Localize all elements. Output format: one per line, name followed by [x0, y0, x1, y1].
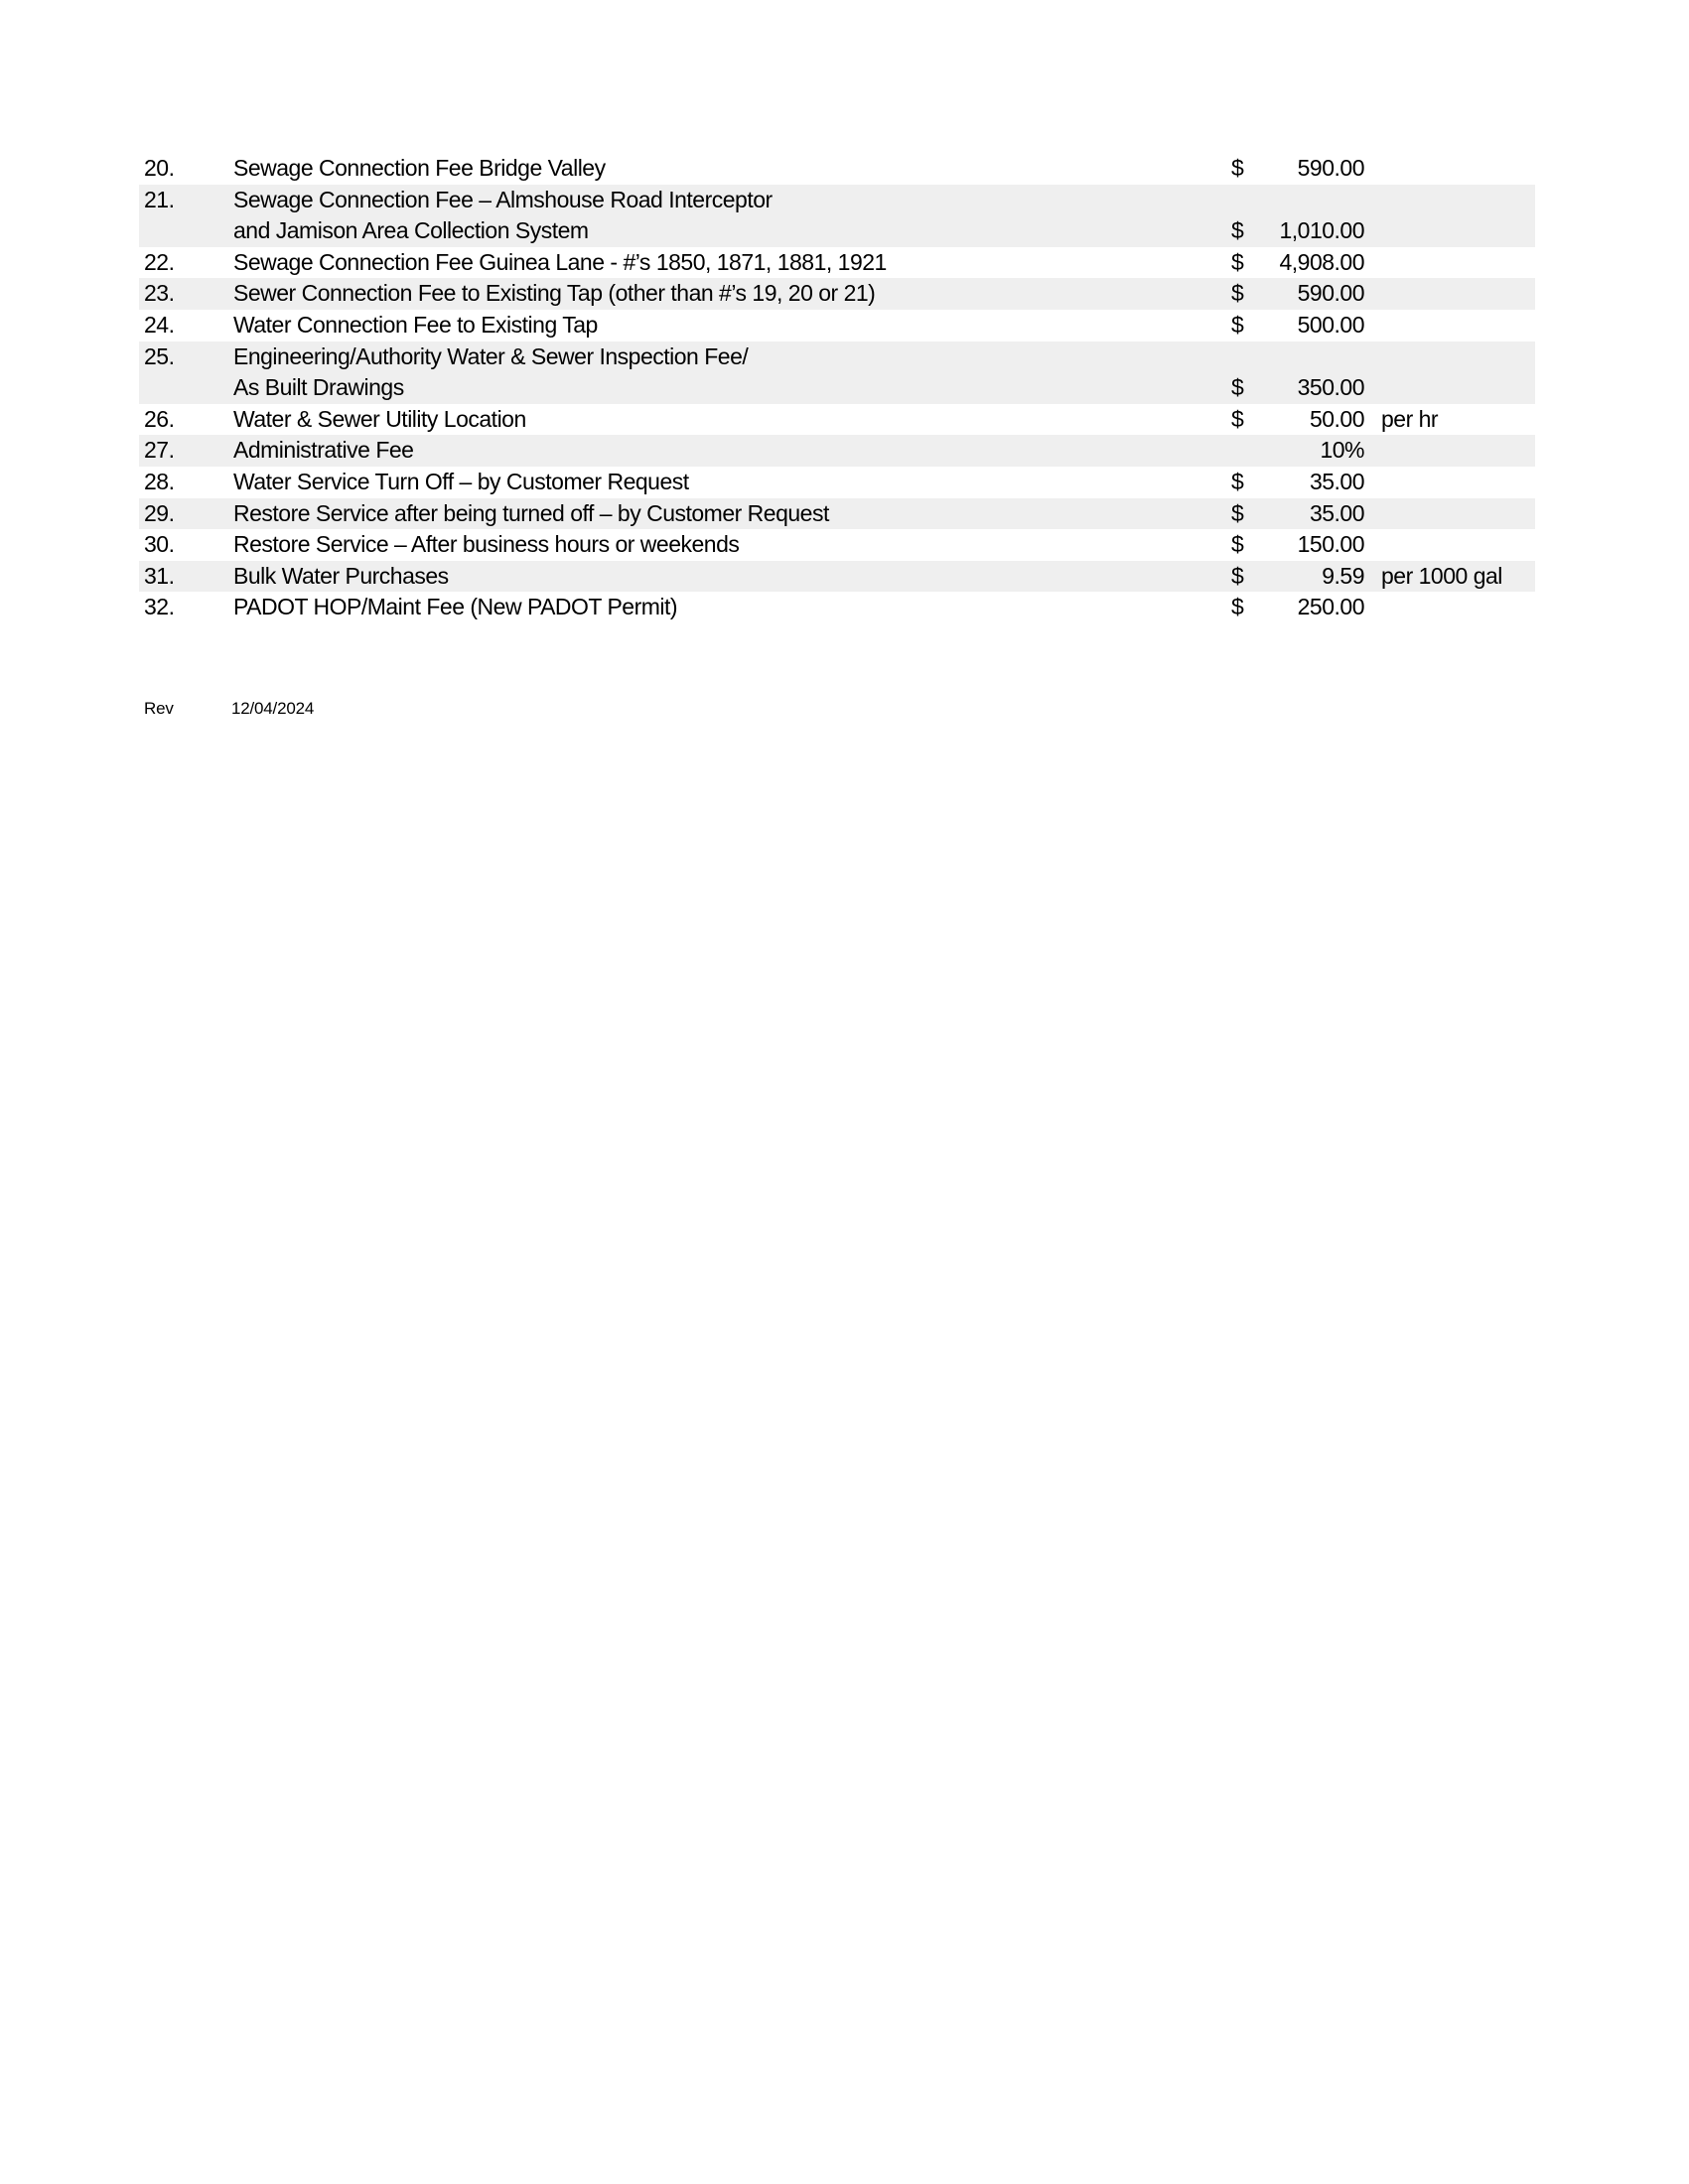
- fee-description-line: As Built Drawings: [233, 374, 404, 401]
- revision-date: 12/04/2024: [231, 699, 315, 718]
- fee-item-number: 31.: [144, 562, 175, 589]
- fee-row: [139, 498, 1535, 530]
- fee-item-description: [233, 247, 1228, 279]
- fee-item-description: [233, 278, 1228, 310]
- fee-item-number: 22.: [144, 248, 175, 275]
- fee-row: [139, 561, 1535, 593]
- fee-currency-symbol: $: [1231, 405, 1244, 432]
- fee-currency-symbol: $: [1231, 217, 1244, 244]
- fee-item-description: [233, 498, 1228, 530]
- fee-description-line: Water Connection Fee to Existing Tap: [233, 311, 598, 338]
- fee-item-description: [233, 185, 1228, 247]
- fee-item-number: 27.: [144, 437, 175, 464]
- revision-line: [144, 698, 314, 719]
- fee-row: [139, 247, 1535, 279]
- fee-amount: 250.00: [1297, 594, 1364, 620]
- revision-label: Rev: [144, 699, 174, 718]
- fee-item-number: 20.: [144, 155, 175, 181]
- fee-schedule-table: [139, 153, 1535, 623]
- fee-row: [139, 341, 1535, 404]
- fee-description-line: Bulk Water Purchases: [233, 562, 449, 589]
- fee-amount: 590.00: [1297, 280, 1364, 307]
- fee-description-line: Restore Service after being turned off – by Customer Request: [233, 499, 829, 526]
- fee-row: [139, 435, 1535, 467]
- fee-item-description: [233, 592, 1228, 623]
- fee-description-line: Restore Service – After business hours or weekends: [233, 531, 740, 558]
- fee-row: [139, 278, 1535, 310]
- fee-currency-symbol: $: [1231, 311, 1244, 338]
- fee-currency-symbol: $: [1231, 562, 1244, 589]
- fee-item-number: 28.: [144, 468, 175, 494]
- fee-item-description: [233, 404, 1228, 436]
- fee-item-description: [233, 435, 1228, 467]
- fee-description-line: Engineering/Authority Water & Sewer Inspection Fee/: [233, 342, 749, 369]
- fee-item-number: 29.: [144, 499, 175, 526]
- fee-item-number: 24.: [144, 311, 175, 338]
- fee-row: [139, 467, 1535, 498]
- fee-amount: 50.00: [1309, 405, 1364, 432]
- fee-row: [139, 185, 1535, 247]
- fee-description-line: Sewage Connection Fee Guinea Lane - #’s 1850, 1871, 1881, 1921: [233, 248, 887, 275]
- fee-amount: 9.59: [1322, 562, 1364, 589]
- fee-row: [139, 153, 1535, 185]
- fee-amount: 10%: [1320, 437, 1364, 464]
- fee-currency-symbol: $: [1231, 531, 1244, 558]
- fee-item-number: 21.: [144, 186, 175, 212]
- fee-currency-symbol: $: [1231, 374, 1244, 401]
- fee-amount: 150.00: [1297, 531, 1364, 558]
- fee-item-description: [233, 467, 1228, 498]
- fee-item-description: [233, 529, 1228, 561]
- fee-description-line: Water Service Turn Off – by Customer Request: [233, 468, 689, 494]
- fee-item-number: 32.: [144, 594, 175, 620]
- fee-currency-symbol: $: [1231, 594, 1244, 620]
- fee-item-number: 25.: [144, 342, 175, 369]
- fee-item-description: [233, 341, 1228, 404]
- fee-item-description: [233, 561, 1228, 593]
- fee-row: [139, 404, 1535, 436]
- fee-amount: 35.00: [1309, 499, 1364, 526]
- fee-amount: 35.00: [1309, 468, 1364, 494]
- fee-description-line: Sewage Connection Fee – Almshouse Road Interceptor: [233, 186, 773, 212]
- fee-description-line: and Jamison Area Collection System: [233, 217, 589, 244]
- fee-currency-symbol: $: [1231, 155, 1244, 181]
- fee-amount: 1,010.00: [1279, 217, 1364, 244]
- fee-item-description: [233, 310, 1228, 341]
- fee-item-description: [233, 153, 1228, 185]
- fee-description-line: PADOT HOP/Maint Fee (New PADOT Permit): [233, 594, 678, 620]
- fee-description-line: Sewage Connection Fee Bridge Valley: [233, 155, 606, 181]
- fee-amount: 590.00: [1297, 155, 1364, 181]
- fee-currency-symbol: $: [1231, 468, 1244, 494]
- fee-description-line: Administrative Fee: [233, 437, 414, 464]
- fee-row: [139, 310, 1535, 341]
- fee-unit: per hr: [1381, 405, 1439, 432]
- fee-description-line: Sewer Connection Fee to Existing Tap (other than #’s 19, 20 or 21): [233, 280, 876, 307]
- fee-item-number: 30.: [144, 531, 175, 558]
- fee-item-number: 23.: [144, 280, 175, 307]
- fee-currency-symbol: $: [1231, 499, 1244, 526]
- fee-description-line: Water & Sewer Utility Location: [233, 405, 526, 432]
- fee-amount: 4,908.00: [1279, 248, 1364, 275]
- fee-amount: 350.00: [1297, 374, 1364, 401]
- fee-amount: 500.00: [1297, 311, 1364, 338]
- fee-row: [139, 529, 1535, 561]
- fee-item-number: 26.: [144, 405, 175, 432]
- fee-currency-symbol: $: [1231, 248, 1244, 275]
- fee-row: [139, 592, 1535, 623]
- fee-unit: per 1000 gal: [1381, 562, 1502, 589]
- fee-currency-symbol: $: [1231, 280, 1244, 307]
